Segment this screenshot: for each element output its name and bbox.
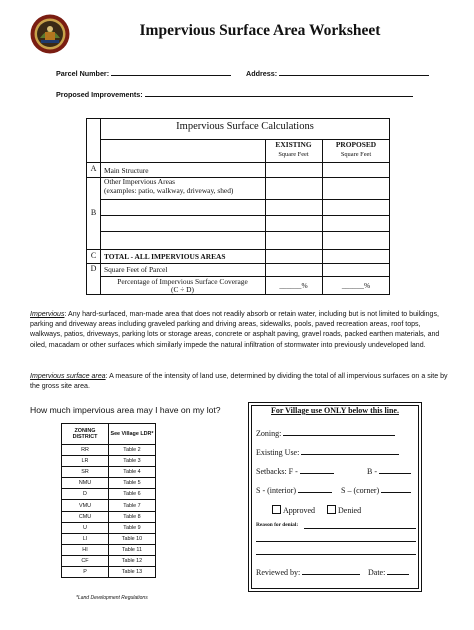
village-use-title: For Village use ONLY below this line.	[271, 406, 399, 415]
zoning-row	[62, 544, 156, 555]
setback-front-field[interactable]	[256, 466, 334, 476]
zoning-row	[62, 467, 156, 478]
zoning-row	[62, 511, 156, 522]
ldr-table-cell: Table 9	[109, 522, 156, 533]
parcel-number-field[interactable]	[56, 68, 231, 78]
denied-checkbox[interactable]	[327, 505, 361, 515]
calc-table-title: Impervious Surface Calculations	[176, 121, 314, 132]
main-structure-label: Main Structure	[104, 166, 149, 175]
col-proposed-header: PROPOSED	[335, 140, 377, 149]
ldr-table-cell: Table 10	[109, 533, 156, 544]
setback-corner-field[interactable]	[341, 485, 411, 495]
ldr-table-cell: Table 13	[109, 567, 156, 578]
zoning-row	[62, 522, 156, 533]
side-interior-label: S - (interior)	[256, 486, 296, 495]
zoning-district-cell: D	[62, 489, 109, 500]
parcel-number-label: Parcel Number:	[56, 69, 110, 78]
impervious-calc-table	[86, 118, 390, 295]
zoning-district-cell: LR	[62, 456, 109, 467]
zoning-district-cell: CF	[62, 555, 109, 566]
ldr-table-cell: Table 2	[109, 445, 156, 456]
address-field[interactable]	[246, 68, 429, 78]
zoning-label: Zoning:	[256, 429, 282, 438]
zoning-row	[62, 533, 156, 544]
page-title: Impervious Surface Area Worksheet	[139, 22, 381, 39]
coverage-definition-text: : A measure of the intensity of land use, determined by dividing the total of all impervious surfaces on a site by the gross site area.	[30, 373, 448, 391]
impervious-definition-text: : Any hard-surfaced, man-made area that does not readily absorb or retain water, including but is not limited to buildings, parking and driveway areas including graveled parking and driving areas, sidewalks, pools, paved recreation areas, roof tops, walkways, patios, driveways, parking lots or storage areas, concrete or asphalt paving, gravel roads, packed earthen materials, and oiled, macadam or other surfaces which similarly impede the natural infiltration of stormwater into previously undeveloped land.	[30, 311, 440, 349]
address-label: Address:	[246, 69, 278, 78]
ldr-table-cell: Table 12	[109, 555, 156, 566]
col-proposed-units: Square Feet	[340, 151, 372, 158]
coverage-term: Impervious surface area	[30, 373, 106, 380]
existing-use-field[interactable]	[256, 447, 399, 457]
row-letter-c: C	[90, 251, 97, 260]
ldr-table-cell: Table 4	[109, 467, 156, 478]
total-label: TOTAL - ALL IMPERVIOUS AREAS	[104, 252, 226, 261]
date-field[interactable]	[368, 567, 409, 577]
ldr-table-cell: Table 6	[109, 489, 156, 500]
setback-interior-field[interactable]	[256, 485, 332, 495]
village-use-box	[248, 402, 422, 592]
setback-back-field[interactable]	[367, 466, 411, 476]
row-letter-b: B	[90, 208, 97, 217]
setback-back-label: B -	[367, 467, 377, 476]
row-letter-a: A	[90, 164, 97, 173]
zoning-district-cell: RR	[62, 445, 109, 456]
zoning-district-header: ZONING DISTRICT	[62, 424, 109, 445]
parcel-sqft-label: Square Feet of Parcel	[104, 265, 168, 274]
see-ldr-header: See Village LDR*	[109, 424, 156, 445]
zoning-row	[62, 456, 156, 467]
approved-box-icon	[272, 505, 281, 514]
village-seal-logo	[30, 14, 70, 54]
zoning-district-cell: HI	[62, 544, 109, 555]
zoning-row	[62, 567, 156, 578]
denied-label: Denied	[338, 506, 362, 515]
setbacks-label: Setbacks: F -	[256, 467, 298, 476]
ldr-table-cell: Table 3	[109, 456, 156, 467]
zoning-district-cell: U	[62, 522, 109, 533]
proposed-improvements-field[interactable]	[56, 89, 413, 99]
examples-label: (examples: patio, walkway, driveway, shed)	[104, 186, 234, 195]
zoning-row	[62, 478, 156, 489]
zoning-row	[62, 555, 156, 566]
zoning-field[interactable]	[256, 428, 395, 438]
impervious-definition	[30, 310, 450, 351]
ldr-table-cell: Table 8	[109, 511, 156, 522]
reviewed-by-label: Reviewed by:	[256, 568, 301, 577]
date-label: Date:	[368, 568, 386, 577]
zoning-row	[62, 445, 156, 456]
lot-question: How much impervious area may I have on my lot?	[30, 405, 221, 415]
ldr-table-cell: Table 11	[109, 544, 156, 555]
proposed-improvements-label: Proposed Improvements:	[56, 90, 143, 99]
pct-proposed-field[interactable]: ______%	[341, 281, 371, 290]
other-impervious-label: Other Impervious Areas	[104, 177, 176, 186]
zoning-table	[61, 423, 156, 578]
zoning-row	[62, 500, 156, 511]
zoning-district-cell: VMU	[62, 500, 109, 511]
ldr-footnote: *Land Development Regulations	[76, 595, 148, 601]
pct-coverage-label-2: (C ÷ D)	[171, 285, 194, 294]
zoning-district-cell: NMU	[62, 478, 109, 489]
side-corner-label: S – (corner)	[341, 486, 380, 495]
ldr-table-cell: Table 7	[109, 500, 156, 511]
row-letter-d: D	[90, 264, 97, 273]
zoning-row	[62, 489, 156, 500]
zoning-district-cell: P	[62, 567, 109, 578]
ldr-table-cell: Table 5	[109, 478, 156, 489]
pct-coverage-label-1: Percentage of Impervious Surface Coverage	[117, 277, 248, 286]
reviewed-by-field[interactable]	[256, 567, 360, 577]
impervious-term: Impervious	[30, 311, 65, 318]
reason-denial-label: Reason for denial:	[256, 522, 299, 528]
approved-checkbox[interactable]	[272, 505, 315, 515]
denied-box-icon	[327, 505, 336, 514]
approved-label: Approved	[283, 506, 315, 515]
col-existing-units: Square Feet	[278, 151, 309, 158]
zoning-district-cell: CMU	[62, 511, 109, 522]
zoning-district-cell: LI	[62, 533, 109, 544]
existing-use-label: Existing Use:	[256, 448, 300, 457]
col-existing-header: EXISTING	[275, 140, 312, 149]
zoning-district-cell: SR	[62, 467, 109, 478]
coverage-definition	[30, 372, 450, 392]
pct-existing-field[interactable]: ______%	[279, 281, 308, 290]
